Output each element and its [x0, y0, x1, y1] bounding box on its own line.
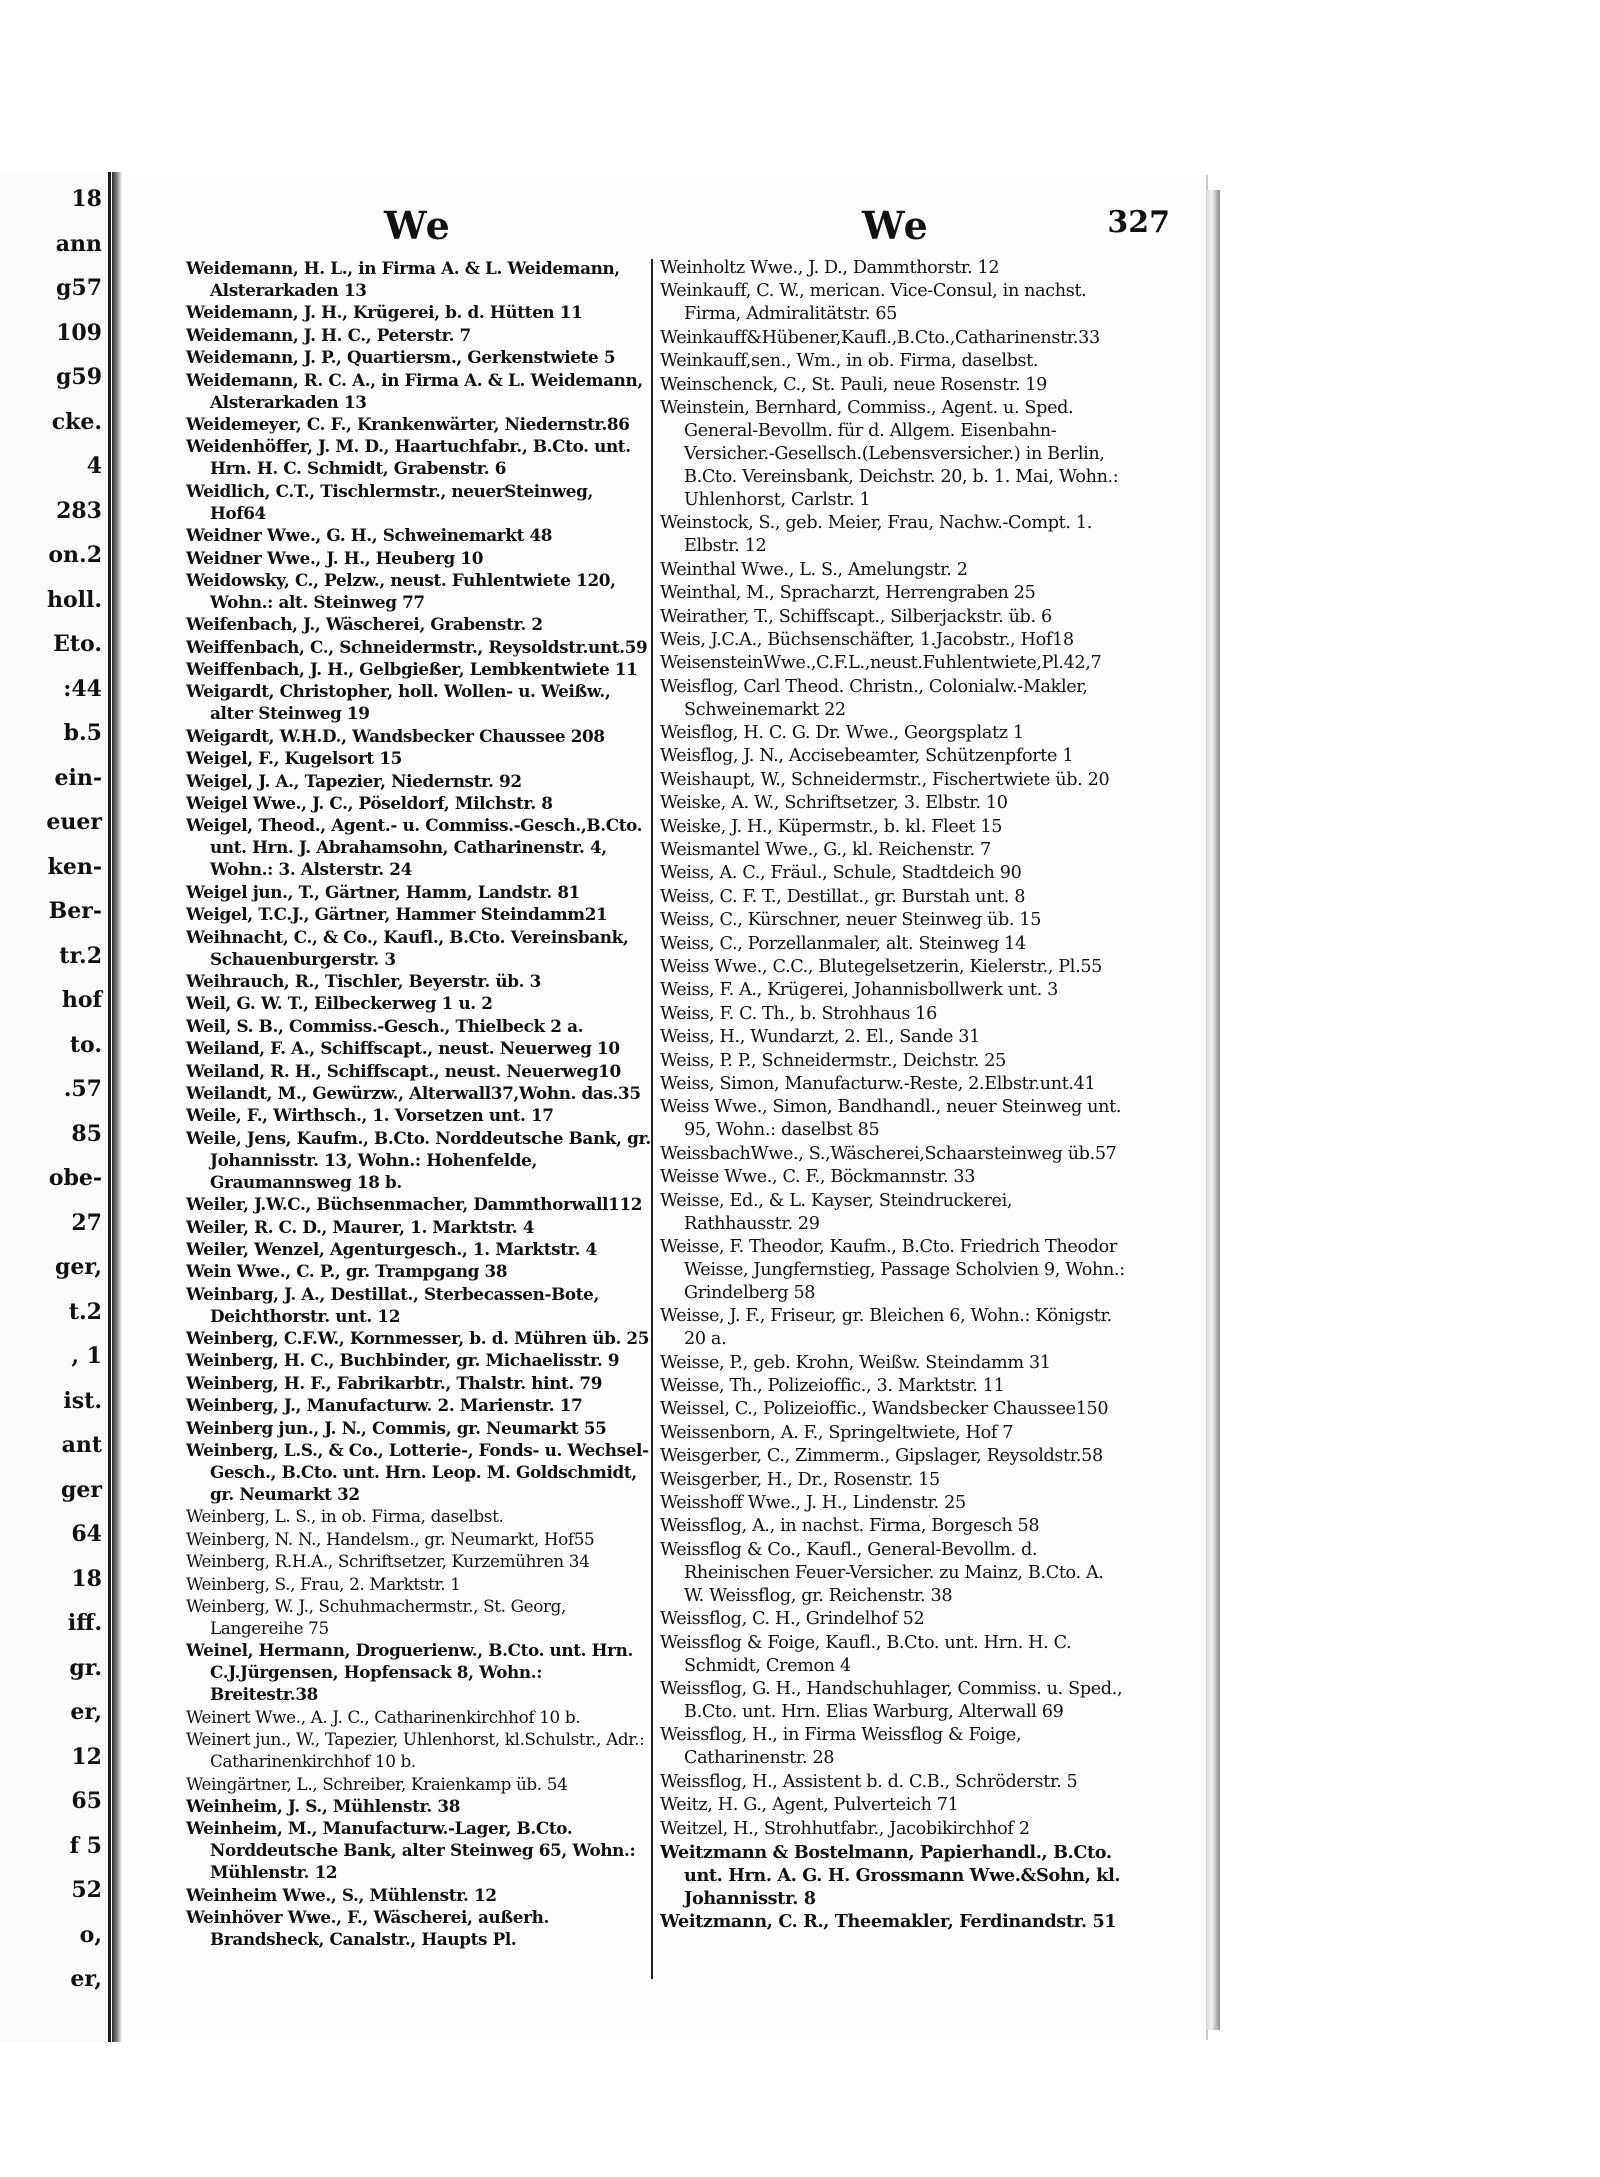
directory-entry: Weissflog, A., in nachst. Firma, Borgesch 58: [660, 1516, 1040, 1537]
directory-entry: Weigel, T.C.J., Gärtner, Hammer Steindamm21: [186, 904, 608, 925]
directory-entry: Weigel Wwe., J. C., Pöseldorf, Milchstr. 8: [186, 793, 553, 814]
directory-entry: Weissflog & Co., Kaufl., General-Bevollm. d. Rheinischen Feuer-Versicher. zu Mainz, B.Cto. A. W. Weissflog, gr. Reichenstr. 38: [660, 1539, 1104, 1606]
directory-entry: Weissflog, H., Assistent b. d. C.B., Schröderstr. 5: [660, 1771, 1078, 1792]
previous-page-fragment: 65: [71, 1788, 102, 1814]
directory-entry: Weigardt, W.H.D., Wandsbecker Chaussee 208: [186, 725, 605, 746]
page-edge-shadow: [1206, 190, 1220, 2030]
directory-entry: Weidlich, C.T., Tischlermstr., neuerSteinweg, Hof64: [186, 480, 593, 523]
directory-entry: Weil, S. B., Commiss.-Gesch., Thielbeck 2 a.: [186, 1015, 584, 1036]
directory-entry: Weinkauff, C. W., merican. Vice-Consul, in nachst. Firma, Admiralitätstr. 65: [660, 281, 1087, 325]
previous-page-fragment: 18: [71, 1565, 102, 1592]
directory-entry: Weisse, F. Theodor, Kaufm., B.Cto. Friedrich Theodor Weisse, Jungfernstieg, Passage Scholvien 9, Wohn.: Grindelberg 58: [660, 1236, 1125, 1303]
previous-page-edge: [0, 172, 111, 2042]
directory-entry: Weiss, P. P., Schneidermstr., Deichstr. 25: [660, 1050, 1006, 1071]
previous-page-fragment: 18: [71, 186, 102, 212]
directory-entry: Weissflog, C. H., Grindelhof 52: [660, 1609, 925, 1630]
directory-entry: Weil, G. W. T., Eilbeckerweg 1 u. 2: [186, 993, 493, 1014]
directory-entry: WeisensteinWwe.,C.F.L.,neust.Fuhlentwiete,Pl.42,7: [660, 653, 1102, 674]
previous-page-fragment: iff.: [67, 1610, 102, 1636]
previous-page-fragment: 52: [71, 1877, 102, 1903]
previous-page-fragment: to.: [69, 1031, 102, 1058]
directory-entry: Weinstock, S., geb. Meier, Frau, Nachw.-Compt. 1. Elbstr. 12: [660, 513, 1092, 557]
directory-entry: Weigardt, Christopher, holl. Wollen- u. Weißw., alter Steinweg 19: [186, 681, 611, 724]
directory-entry: Weinert jun., W., Tapezier, Uhlenhorst, kl.Schulstr., Adr.: Catharinenkirchhof 10 b.: [186, 1729, 645, 1772]
previous-page-fragment: on.2: [48, 542, 102, 568]
directory-entry: Weinberg, H. C., Buchbinder, gr. Michaelisstr. 9: [186, 1350, 620, 1371]
directory-entry: Weinthal, M., Spracharzt, Herrengraben 25: [660, 583, 1036, 604]
previous-page-fragment: ein-: [54, 764, 102, 791]
directory-entry: Weigel jun., T., Gärtner, Hamm, Landstr. 81: [186, 881, 581, 902]
directory-entry: Weidemann, J. H. C., Peterstr. 7: [186, 324, 471, 345]
directory-entry: Weissenborn, A. F., Springeltwiete, Hof 7: [660, 1422, 1014, 1443]
directory-entry: Weisflog, Carl Theod. Christn., Colonialw.-Makler, Schweinemarkt 22: [660, 676, 1088, 720]
directory-entry: Weidemeyer, C. F., Krankenwärter, Niedernstr.86: [186, 413, 630, 434]
previous-page-fragment: cke.: [51, 408, 102, 435]
directory-entry: Weiler, J.W.C., Büchsenmacher, Dammthorwall112: [186, 1194, 643, 1215]
directory-entry: Weisse, J. F., Friseur, gr. Bleichen 6, Wohn.: Königstr. 20 a.: [660, 1306, 1112, 1350]
directory-entry: Weiler, Wenzel, Agenturgesch., 1. Marktstr. 4: [186, 1238, 597, 1259]
previous-page-fragment: ken-: [47, 853, 102, 880]
directory-entry: Weissel, C., Polizeioffic., Wandsbecker Chaussee150: [660, 1399, 1109, 1420]
previous-page-fragment: er,: [70, 1966, 102, 1992]
previous-page-fragment: ger: [61, 1476, 102, 1503]
previous-page-fragment: 85: [71, 1120, 102, 1147]
directory-entry: Weiland, R. H., Schiffscapt., neust. Neuerweg10: [186, 1060, 621, 1081]
previous-page-fragment: gr.: [69, 1654, 102, 1681]
previous-page-fragment: , 1: [71, 1343, 102, 1369]
previous-page-fragment: g59: [56, 364, 102, 390]
directory-entry: Weiss, H., Wundarzt, 2. El., Sande 31: [660, 1027, 980, 1048]
previous-page-fragment: o,: [79, 1921, 102, 1948]
directory-entry: Weitz, H. G., Agent, Pulverteich 71: [660, 1795, 959, 1816]
directory-entry: Weiss, C., Porzellanmaler, alt. Steinweg 14: [660, 933, 1026, 954]
directory-entry: Weisse Wwe., C. F., Böckmannstr. 33: [660, 1167, 976, 1188]
directory-entry: Weifenbach, J., Wäscherei, Grabenstr. 2: [186, 614, 543, 635]
directory-entry: Weinheim Wwe., S., Mühlenstr. 12: [186, 1884, 497, 1905]
directory-entry: Weisse, Th., Polizeioffic., 3. Marktstr. 11: [660, 1376, 1005, 1397]
previous-page-fragment: ger,: [54, 1254, 102, 1280]
running-head-right: We: [862, 203, 930, 248]
directory-entry: Weiland, F. A., Schiffscapt., neust. Neuerweg 10: [186, 1038, 620, 1059]
previous-page-fragment: er,: [70, 1699, 102, 1725]
directory-entry: Weinberg, J., Manufacturw. 2. Marienstr. 17: [186, 1395, 583, 1416]
previous-page-fragment: Ber-: [48, 898, 102, 924]
directory-entry: Weiler, R. C. D., Maurer, 1. Marktstr. 4: [186, 1216, 535, 1237]
directory-entry: Weiss, C. F. T., Destillat., gr. Burstah unt. 8: [660, 886, 1026, 907]
directory-entry: Weigel, J. A., Tapezier, Niedernstr. 92: [186, 770, 522, 791]
directory-entry: Weinberg jun., J. N., Commis, gr. Neumarkt 55: [186, 1417, 607, 1438]
directory-entry: Weiske, A. W., Schriftsetzer, 3. Elbstr. 10: [660, 793, 1008, 814]
directory-entry: Weiss, A. C., Fräul., Schule, Stadtdeich 90: [660, 863, 1022, 884]
directory-entry: Weitzel, H., Strohhutfabr., Jacobikirchhof 2: [660, 1818, 1030, 1839]
directory-entry: Weinbarg, J. A., Destillat., Sterbecassen-Bote, Deichthorstr. unt. 12: [186, 1283, 599, 1326]
directory-entry: Weisflog, H. C. G. Dr. Wwe., Georgsplatz 1: [660, 723, 1024, 744]
previous-page-fragment: euer: [46, 809, 102, 835]
previous-page-fragment: b.5: [63, 720, 102, 746]
directory-entry: Weissflog & Foige, Kaufl., B.Cto. unt. Hrn. H. C. Schmidt, Cremon 4: [660, 1632, 1072, 1676]
directory-entry: Weitzmann, C. R., Theemakler, Ferdinandstr. 51: [660, 1911, 1117, 1933]
directory-entry: Weinkauff&Hübener,Kaufl.,B.Cto.,Catharinenstr.33: [660, 327, 1100, 348]
page-number: 327: [1107, 205, 1170, 240]
directory-entry: Weigel, F., Kugelsort 15: [186, 748, 402, 769]
directory-entry: Weidemann, J. H., Krügerei, b. d. Hütten 11: [186, 302, 583, 323]
previous-page-fragment: 27: [71, 1209, 102, 1236]
previous-page-fragment: 283: [56, 497, 102, 524]
directory-entry: Weile, F., Wirthsch., 1. Vorsetzen unt. 17: [186, 1105, 554, 1126]
previous-page-fragment: ist.: [63, 1387, 102, 1414]
directory-entry: Weinberg, S., Frau, 2. Marktstr. 1: [186, 1573, 461, 1594]
directory-entry: Weissflog, H., in Firma Weissflog & Foige, Catharinenstr. 28: [660, 1725, 1022, 1769]
directory-entry: Weisgerber, C., Zimmerm., Gipslager, Reysoldstr.58: [660, 1446, 1103, 1467]
previous-page-fragment: Eto.: [53, 631, 102, 657]
directory-entry: Weidner Wwe., J. H., Heuberg 10: [186, 547, 484, 568]
directory-entry: Weinberg, N. N., Handelsm., gr. Neumarkt, Hof55: [186, 1528, 595, 1549]
directory-entry: Weinholtz Wwe., J. D., Dammthorstr. 12: [660, 258, 1000, 278]
directory-entry: Weinberg, L.S., & Co., Lotterie-, Fonds- u. Wechsel-Gesch., B.Cto. unt. Hrn. Leop. M. Goldschmidt, gr. Neumarkt 32: [186, 1440, 649, 1505]
directory-entry: Weidemann, H. L., in Firma A. & L. Weidemann, Alsterarkaden 13: [186, 258, 620, 300]
directory-entry: Weirather, T., Schiffscapt., Silberjackstr. üb. 6: [660, 606, 1052, 627]
directory-entry: Weinstein, Bernhard, Commiss., Agent. u. Sped. General-Bevollm. für d. Allgem. Eisenbahn-Versicher.-Gesellsch.(Lebensversicher.) in Berlin, B.Cto. Vereinsbank, Deichstr. 20, b. 1. Mai, Wohn.: Uhlenhorst, Carlstr. 1: [660, 397, 1119, 510]
directory-entry: Weihnacht, C., & Co., Kaufl., B.Cto. Vereinsbank, Schauenburgerstr. 3: [186, 926, 629, 969]
previous-page-fragment: ann: [55, 230, 102, 257]
previous-page-fragment: :44: [63, 675, 102, 702]
directory-entry: Weinthal Wwe., L. S., Amelungstr. 2: [660, 559, 968, 580]
directory-entry: Weinberg, C.F.W., Kornmesser, b. d. Mühren üb. 25: [186, 1328, 650, 1349]
directory-entry: Weinberg, W. J., Schuhmachermstr., St. Georg, Langereihe 75: [186, 1595, 567, 1638]
right-column: [660, 257, 1125, 1934]
directory-entry: Weinberg, L. S., in ob. Firma, daselbst.: [186, 1506, 504, 1527]
previous-page-fragment: t.2: [68, 1298, 102, 1325]
directory-entry: Weiss Wwe., Simon, Bandhandl., neuer Steinweg unt. 95, Wohn.: daselbst 85: [660, 1097, 1122, 1141]
directory-entry: Weisse, P., geb. Krohn, Weißw. Steindamm 31: [660, 1352, 1051, 1373]
previous-page-fragment: hof: [61, 987, 102, 1013]
directory-entry: Weidowsky, C., Pelzw., neust. Fuhlentwiete 120, Wohn.: alt. Steinweg 77: [186, 569, 616, 612]
previous-page-fragment: tr.2: [59, 942, 102, 969]
directory-entry: Weidenhöffer, J. M. D., Haartuchfabr., B.Cto. unt. Hrn. H. C. Schmidt, Grabenstr. 6: [186, 436, 631, 479]
directory-entry: Weitzmann & Bostelmann, Papierhandl., B.Cto. unt. Hrn. A. G. H. Grossmann Wwe.&Sohn, kl. Johannisstr. 8: [660, 1841, 1121, 1909]
directory-entry: Weiske, J. H., Küpermstr., b. kl. Fleet 15: [660, 816, 1003, 837]
directory-entry: Weisshoff Wwe., J. H., Lindenstr. 25: [660, 1493, 966, 1514]
directory-entry: Weiss, C., Kürschner, neuer Steinweg üb. 15: [660, 910, 1042, 931]
directory-entry: Weinkauff,sen., Wm., in ob. Firma, daselbst.: [660, 351, 1039, 372]
previous-page-fragment: 4: [86, 453, 102, 479]
directory-entry: Weidemann, R. C. A., in Firma A. & L. Weidemann, Alsterarkaden 13: [186, 369, 643, 412]
left-column: [186, 257, 651, 1950]
directory-entry: Weissflog, G. H., Handschuhlager, Commiss. u. Sped., B.Cto. unt. Hrn. Elias Warburg, Alterwall 69: [660, 1678, 1123, 1722]
directory-entry: Weinberg, R.H.A., Schriftsetzer, Kurzemühren 34: [186, 1551, 590, 1572]
directory-entry: Weidemann, J. P., Quartiersm., Gerkenstwiete 5: [186, 347, 616, 368]
directory-entry: Weiss, F. C. Th., b. Strohhaus 16: [660, 1003, 937, 1024]
column-divider: [651, 259, 653, 1979]
directory-entry: Weinert Wwe., A. J. C., Catharinenkirchhof 10 b.: [186, 1706, 581, 1727]
directory-entry: Weingärtner, L., Schreiber, Kraienkamp üb. 54: [186, 1773, 568, 1794]
directory-entry: Weile, Jens, Kaufm., B.Cto. Norddeutsche Bank, gr. Johannisstr. 13, Wohn.: Hohenfelde, Graumannsweg 18 b.: [186, 1127, 651, 1192]
directory-entry: Weiss Wwe., C.C., Blutegelsetzerin, Kielerstr., Pl.55: [660, 956, 1103, 977]
directory-entry: Weishaupt, W., Schneidermstr., Fischertwiete üb. 20: [660, 769, 1110, 790]
directory-entry: Weismantel Wwe., G., kl. Reichenstr. 7: [660, 840, 991, 861]
directory-entry: Weiffenbach, J. H., Gelbgießer, Lembkentwiete 11: [186, 659, 638, 680]
directory-entry: Weinheim, J. S., Mühlenstr. 38: [186, 1795, 461, 1816]
directory-entry: Weigel, Theod., Agent.- u. Commiss.-Gesch.,B.Cto. unt. Hrn. J. Abrahamsohn, Catharinenstr. 4, Wohn.: 3. Alsterstr. 24: [186, 815, 643, 880]
previous-page-fragment: ant: [61, 1432, 102, 1458]
directory-entry: Weinhöver Wwe., F., Wäscherei, außerh. Brandsheck, Canalstr., Haupts Pl.: [186, 1907, 549, 1950]
directory-entry: Weinheim, M., Manufacturw.-Lager, B.Cto. Norddeutsche Bank, alter Steinweg 65, Wohn.: Mühlenstr. 12: [186, 1818, 636, 1883]
directory-entry: Wein Wwe., C. P., gr. Trampgang 38: [186, 1261, 508, 1282]
directory-entry: Weinberg, H. F., Fabrikarbtr., Thalstr. hint. 79: [186, 1372, 603, 1393]
directory-entry: Weisflog, J. N., Accisebeamter, Schützenpforte 1: [660, 746, 1074, 767]
previous-page-fragment: g57: [56, 275, 102, 301]
directory-entry: Weis, J.C.A., Büchsenschäfter, 1.Jacobstr., Hof18: [660, 629, 1074, 650]
directory-entry: Weihrauch, R., Tischler, Beyerstr. üb. 3: [186, 970, 541, 991]
previous-page-fragment: .57: [63, 1076, 102, 1102]
directory-entry: Weiss, Simon, Manufacturw.-Reste, 2.Elbstr.unt.41: [660, 1073, 1096, 1094]
directory-entry: Weinschenck, C., St. Pauli, neue Rosenstr. 19: [660, 374, 1047, 395]
running-head-left: We: [384, 203, 452, 248]
directory-entry: Weiffenbach, C., Schneidermstr., Reysoldstr.unt.59: [186, 636, 648, 657]
previous-page-fragment: 12: [71, 1743, 102, 1770]
previous-page-fragment: 109: [56, 319, 102, 346]
directory-entry: Weilandt, M., Gewürzw., Alterwall37,Wohn. das.35: [186, 1082, 641, 1103]
directory-entry: Weidner Wwe., G. H., Schweinemarkt 48: [186, 525, 553, 546]
directory-page: [124, 175, 1208, 2040]
previous-page-fragment: 64: [71, 1521, 102, 1547]
directory-entry: Weisgerber, H., Dr., Rosenstr. 15: [660, 1469, 940, 1490]
previous-page-fragment: f 5: [69, 1832, 102, 1859]
directory-entry: WeissbachWwe., S.,Wäscherei,Schaarsteinweg üb.57: [660, 1143, 1117, 1164]
book-gutter: [112, 172, 122, 2042]
directory-entry: Weinel, Hermann, Droguerienw., B.Cto. unt. Hrn. C.J.Jürgensen, Hopfensack 8, Wohn.: Breitestr.38: [186, 1640, 633, 1705]
page-header: [124, 203, 1206, 253]
directory-entry: Weisse, Ed., & L. Kayser, Steindruckerei, Rathhausstr. 29: [660, 1190, 1013, 1234]
previous-page-fragment: holl.: [46, 586, 102, 613]
directory-entry: Weiss, F. A., Krügerei, Johannisbollwerk unt. 3: [660, 980, 1058, 1001]
previous-page-fragment: obe-: [48, 1165, 102, 1191]
